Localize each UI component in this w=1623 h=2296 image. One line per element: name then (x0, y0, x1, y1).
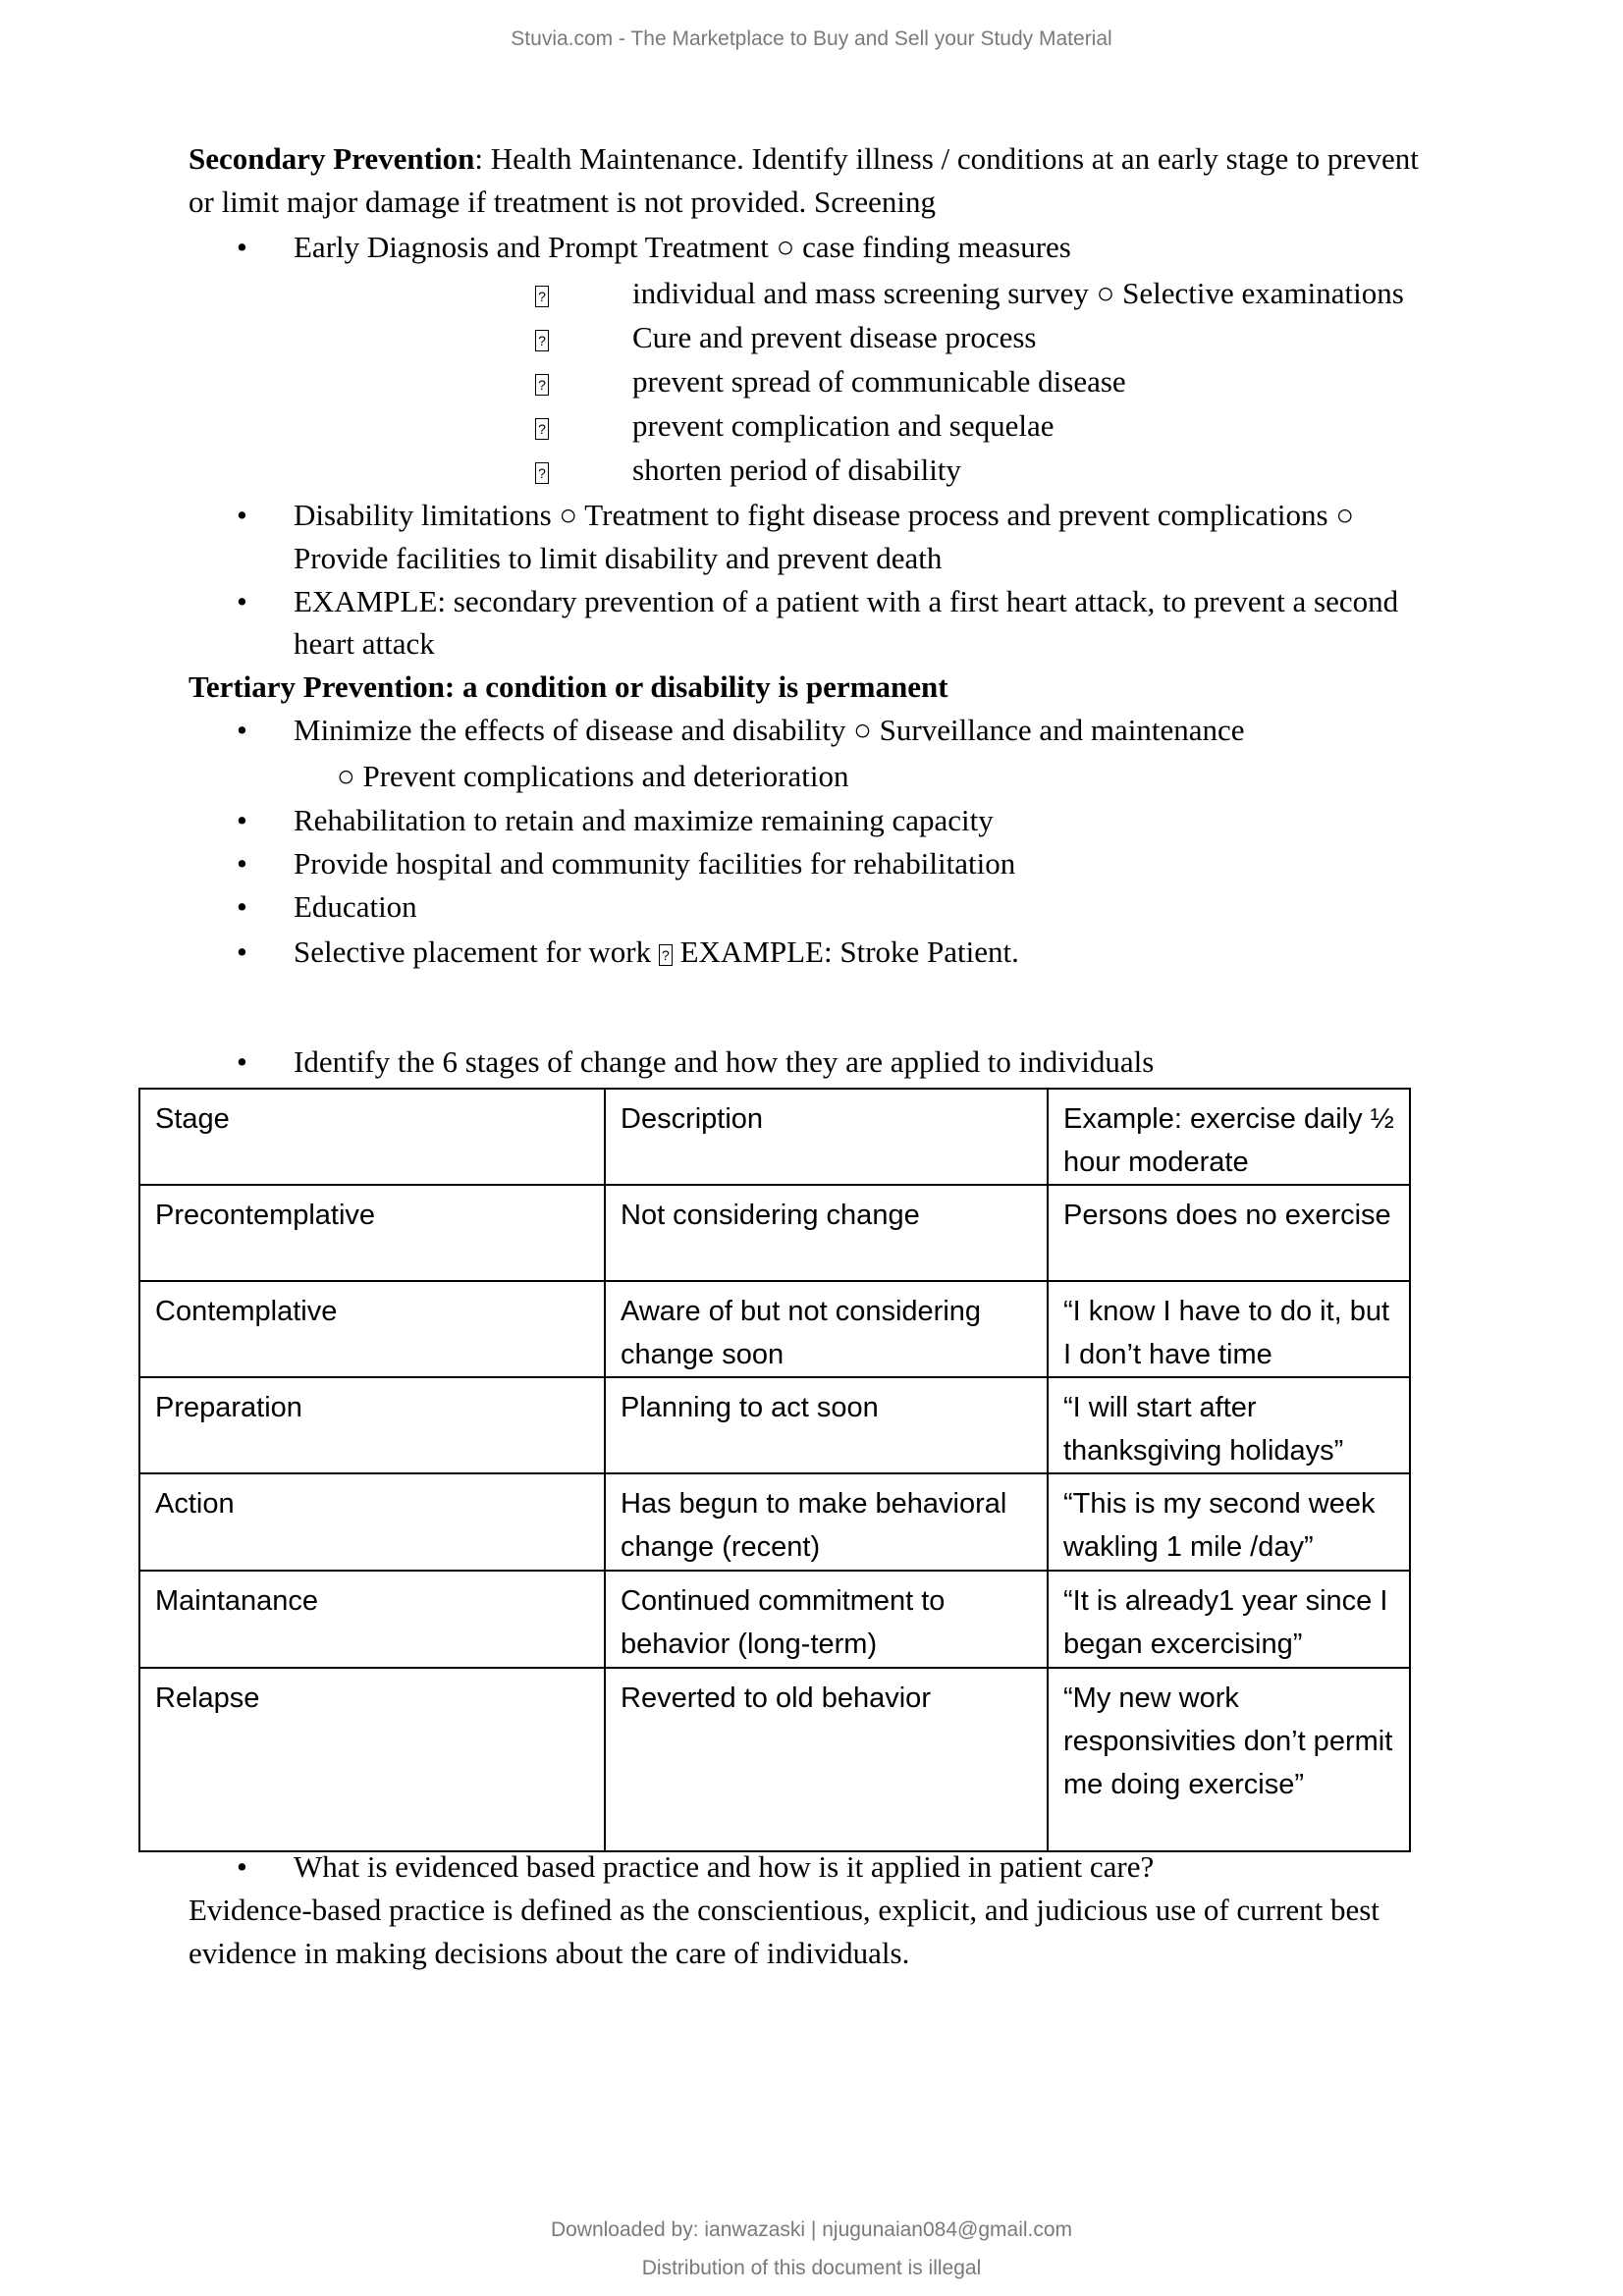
secondary-title: Secondary Prevention (189, 141, 475, 176)
header-cell: Description (605, 1089, 1048, 1185)
bullet-icon: • (237, 803, 247, 837)
bullet-icon: • (237, 230, 247, 264)
secondary-intro-line2: or limit major damage if treatment is not provided. Screening (189, 185, 937, 219)
disability-item-line2: Provide facilities to limit disability and prevent death (294, 541, 943, 575)
secondary-intro-text: : Health Maintenance. Identify illness / conditions at an early stage to prevent (474, 141, 1419, 176)
site-header: Stuvia.com - The Marketplace to Buy and Sell your Study Material (511, 27, 1112, 50)
example-cell: “My new work responsivities don’t permit me doing exercise” (1048, 1668, 1410, 1851)
stage-cell: Maintanance (139, 1571, 605, 1668)
missing-glyph-icon: ? (535, 404, 549, 448)
example-cell: Persons does no exercise (1048, 1185, 1410, 1281)
missing-glyph-icon: ? (535, 360, 549, 403)
stages-question: Identify the 6 stages of change and how they are applied to individuals (294, 1044, 1155, 1079)
example-cell: “I know I have to do it, but I don’t have time (1048, 1281, 1410, 1377)
sub-item: prevent complication and sequelae (632, 408, 1055, 443)
ebp-answer-line1: Evidence-based practice is defined as the conscientious, explicit, and judicious use of current best (189, 1893, 1380, 1927)
early-diagnosis-item: Early Diagnosis and Prompt Treatment ○ case finding measures (294, 230, 1071, 264)
tertiary-item: Education (294, 889, 417, 924)
bullet-icon: • (237, 889, 247, 924)
example-cell: “I will start after thanksgiving holidays” (1048, 1377, 1410, 1473)
bullet-icon: • (237, 713, 247, 747)
header-cell: Example: exercise daily ½ hour moderate (1048, 1089, 1410, 1185)
table-row (139, 1377, 1410, 1473)
example-item-line1: EXAMPLE: secondary prevention of a patient with a first heart attack, to prevent a second (294, 584, 1399, 618)
example-item-line2: heart attack (294, 626, 435, 661)
distribution-footer: Distribution of this document is illegal (641, 2257, 982, 2279)
description-cell: Planning to act soon (605, 1377, 1048, 1473)
bullet-icon: • (237, 1044, 247, 1079)
example-cell: “It is already1 year since I began excercising” (1048, 1571, 1410, 1668)
bullet-icon: • (237, 584, 247, 618)
bullet-icon: • (237, 846, 247, 881)
missing-glyph-icon: ? (535, 449, 549, 492)
stage-cell: Contemplative (139, 1281, 605, 1377)
table-row (139, 1668, 1410, 1851)
sub-item: Cure and prevent disease process (632, 320, 1037, 354)
stage-cell: Preparation (139, 1377, 605, 1473)
description-cell: Has begun to make behavioral change (recent) (605, 1473, 1048, 1571)
description-cell: Reverted to old behavior (605, 1668, 1048, 1851)
table-row (139, 1185, 1410, 1281)
sub-item: prevent spread of communicable disease (632, 364, 1126, 399)
stage-cell: Precontemplative (139, 1185, 605, 1281)
table-row (139, 1281, 1410, 1377)
missing-glyph-icon: ? (535, 316, 549, 359)
tertiary-item: Rehabilitation to retain and maximize remaining capacity (294, 803, 994, 837)
stages-of-change-table (138, 1088, 1411, 1852)
missing-glyph-icon: ? (535, 272, 549, 315)
table-row (139, 1473, 1410, 1571)
tertiary-title: Tertiary Prevention: a condition or disability is permanent (189, 669, 948, 704)
table-header-row (139, 1089, 1410, 1185)
ebp-question: What is evidenced based practice and how is it applied in patient care? (294, 1849, 1155, 1884)
header-cell: Stage (139, 1089, 605, 1185)
sub-item: individual and mass screening survey ○ Selective examinations (632, 276, 1404, 310)
tertiary-item: Minimize the effects of disease and disability ○ Surveillance and maintenance (294, 713, 1245, 747)
description-cell: Aware of but not considering change soon (605, 1281, 1048, 1377)
bullet-icon: • (237, 1849, 247, 1884)
secondary-intro-line1 (189, 137, 1419, 181)
stage-cell: Relapse (139, 1668, 605, 1851)
tertiary-item (294, 931, 1019, 974)
sub-item: shorten period of disability (632, 453, 961, 487)
ebp-answer-line2: evidence in making decisions about the care of individuals. (189, 1936, 910, 1970)
stage-cell: Action (139, 1473, 605, 1571)
disability-item-line1: Disability limitations ○ Treatment to fight disease process and prevent complications ○ (294, 498, 1355, 532)
example-cell: “This is my second week wakling 1 mile /day” (1048, 1473, 1410, 1571)
missing-glyph-icon: ? (659, 944, 673, 966)
description-cell: Continued commitment to behavior (long-term) (605, 1571, 1048, 1668)
tertiary-item: Provide hospital and community facilities for rehabilitation (294, 846, 1016, 881)
tertiary-item-text: EXAMPLE: Stroke Patient. (672, 934, 1019, 969)
download-footer: Downloaded by: ianwazaski | njugunaian084@gmail.com (550, 2218, 1073, 2241)
description-cell: Not considering change (605, 1185, 1048, 1281)
tertiary-item-text: Selective placement for work (294, 934, 659, 969)
bullet-icon: • (237, 498, 247, 532)
tertiary-sub-item: ○ Prevent complications and deterioration (337, 759, 849, 793)
bullet-icon: • (237, 934, 247, 969)
table-row (139, 1571, 1410, 1668)
